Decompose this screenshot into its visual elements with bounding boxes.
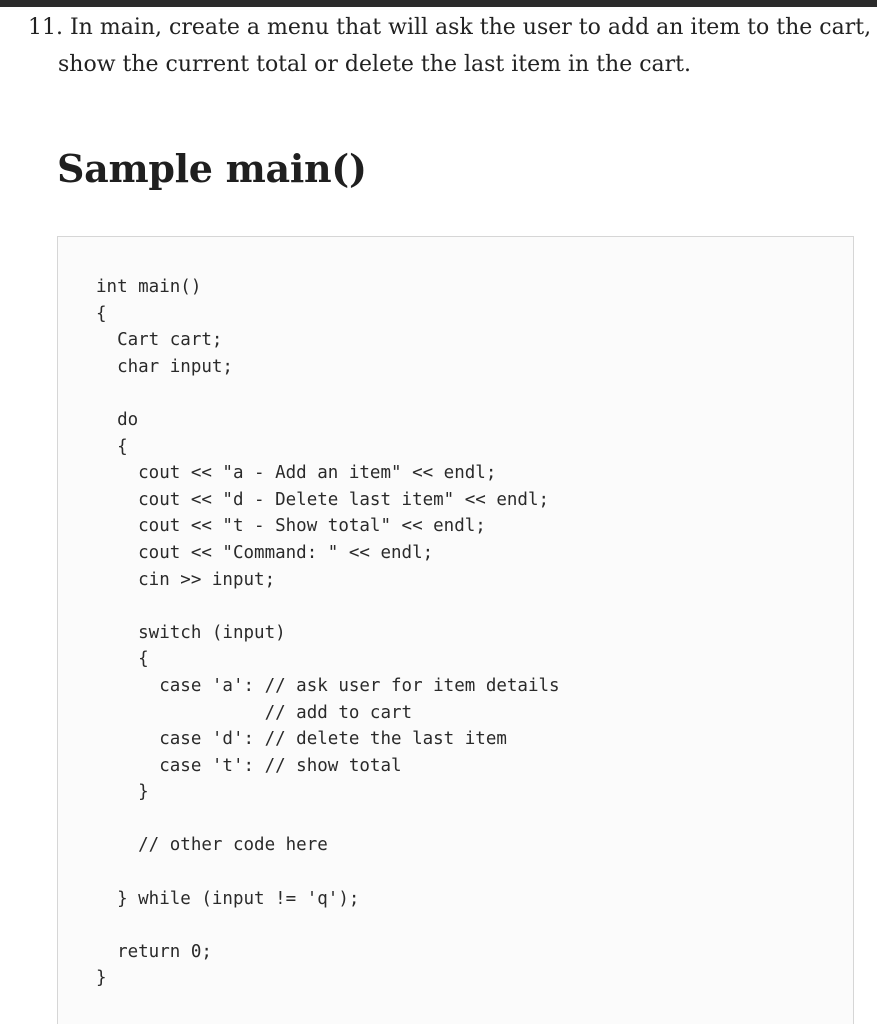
code-line: Cart cart;	[96, 330, 223, 351]
top-bar	[0, 0, 877, 7]
code-line: cin >> input;	[96, 569, 276, 590]
code-line	[96, 380, 560, 407]
code-line	[96, 859, 560, 886]
code-line: case 'a': // ask user for item details	[96, 675, 560, 696]
instruction-number: 11.	[28, 15, 63, 40]
code-content	[96, 274, 560, 992]
code-line: // add to cart	[96, 702, 413, 723]
code-line: int main()	[96, 277, 202, 297]
code-line: {	[96, 649, 149, 670]
code-line: {	[96, 303, 107, 324]
code-line: do	[96, 409, 139, 430]
instruction-line-1-text: In main, create a menu that will ask the user to add an item to the cart,	[63, 15, 872, 40]
code-line: return 0;	[96, 941, 212, 962]
code-line: cout << "t - Show total" << endl;	[96, 516, 486, 537]
code-line: cout << "Command: " << endl;	[96, 542, 434, 563]
code-line: }	[96, 968, 107, 989]
code-line: cout << "a - Add an item" << endl;	[96, 463, 497, 484]
code-line: {	[96, 436, 128, 457]
code-line: } while (input != 'q');	[96, 888, 360, 909]
code-block	[57, 236, 854, 1024]
code-line: case 't': // show total	[96, 755, 402, 776]
code-line: // other code here	[96, 835, 328, 856]
instruction-line-2: show the current total or delete the last item in the cart.	[58, 52, 691, 77]
instruction-text	[28, 9, 872, 83]
code-line	[96, 593, 560, 620]
instruction-line-1	[28, 9, 872, 46]
section-heading: Sample main()	[57, 146, 367, 191]
code-line: char input;	[96, 356, 233, 377]
code-line: case 'd': // delete the last item	[96, 729, 507, 750]
code-line: }	[96, 782, 149, 803]
code-line: switch (input)	[96, 622, 286, 643]
code-line: cout << "d - Delete last item" << endl;	[96, 489, 550, 510]
code-line	[96, 806, 560, 833]
code-line	[96, 912, 560, 939]
